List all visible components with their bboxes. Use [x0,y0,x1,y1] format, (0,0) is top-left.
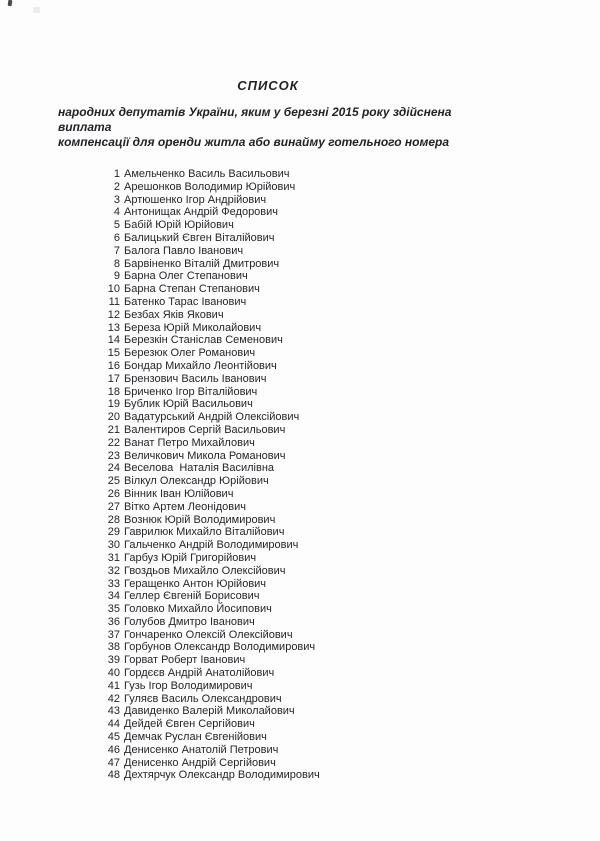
list-item [0,258,600,271]
list-item-number: 28 [107,513,120,526]
list-item-name: Гузь Ігор Володимирович [124,679,253,692]
list-item [0,270,600,283]
list-item-number: 4 [113,206,120,219]
list-item-name: Дейдей Євген Сергійович [124,718,255,731]
list-item-number: 6 [113,231,120,244]
list-item [0,578,600,591]
list-item-name: Валентиров Сергій Васильович [124,423,286,436]
list-item [0,488,600,501]
list-item-name: Вадатурський Андрій Олексійович [124,411,300,424]
list-item-number: 25 [107,475,120,488]
list-item-name: Дехтярчук Олександр Володимирович [124,769,320,782]
list-item-number: 46 [107,743,120,756]
list-item-number: 27 [107,500,120,513]
list-item [0,552,600,565]
list-item-name: Бриченко Ігор Віталійович [124,385,258,398]
list-item [0,718,600,731]
list-item-number: 3 [113,193,120,206]
list-item-number: 17 [107,372,120,385]
list-item-name: Березкін Станіслав Семенович [124,334,283,347]
list-item [0,386,600,399]
list-item-name: Балицький Євген Віталійович [124,231,275,244]
list-item-name: Горват Роберт Іванович [124,654,246,667]
list-item-name: Березюк Олег Романович [124,347,256,360]
list-item [0,667,600,680]
list-item-name: Величкович Микола Романович [124,449,286,462]
list-item [0,565,600,578]
document-subtitle [58,105,478,150]
list-item-name: Бублик Юрій Васильович [124,398,253,411]
list-item-name: Амельченко Василь Васильович [124,168,290,180]
list-item-number: 23 [107,449,120,462]
list-item [0,616,600,629]
list-item-name: Гордєєв Андрій Анатолійович [124,667,275,680]
list-item-name: Денисенко Анатолій Петрович [124,743,279,756]
list-item [0,283,600,296]
scan-artifact [8,0,13,6]
list-item [0,462,600,475]
list-item-number: 19 [107,398,120,411]
list-item-name: Гончаренко Олексій Олексійович [124,628,293,641]
list-item-name: Барна Олег Степанович [124,270,248,283]
list-item-number: 1 [113,168,120,180]
list-item-number: 8 [113,257,120,270]
list-item [0,603,600,616]
list-item-name: Геращенко Антон Юрійович [124,577,267,590]
list-item-name: Вітко Артем Леонідович [124,500,247,513]
list-item-name: Бабій Юрій Юрійович [124,219,234,232]
list-item [0,744,600,757]
list-item-number: 40 [107,667,120,680]
list-item-name: Батенко Тарас Іванович [124,295,247,308]
list-item-number: 20 [107,411,120,424]
list-item-name: Вознюк Юрій Володимирович [124,513,276,526]
list-item-number: 11 [108,295,120,308]
list-item-number: 30 [107,539,120,552]
list-item [0,437,600,450]
list-item [0,641,600,654]
subtitle-line-2: компенсації для оренди житла або винайму готельного номера [58,135,450,149]
list-item [0,731,600,744]
list-item [0,347,600,360]
list-item [0,168,600,181]
list-item [0,411,600,424]
list-item-name: Безбах Яків Якович [124,308,224,321]
list-item-name: Береза Юрій Миколайович [124,321,262,334]
list-item-number: 24 [107,462,120,475]
list-item-number: 48 [107,769,120,782]
list-item [0,539,600,552]
list-item-number: 13 [107,321,120,334]
list-item-number: 37 [107,628,120,641]
list-item [0,181,600,194]
list-item [0,360,600,373]
list-item-number: 38 [107,641,120,654]
list-item-name: Головко Михайло Йосипович [124,603,272,616]
document-title: СПИСОК [237,78,299,93]
list-item-number: 41 [107,679,120,692]
list-item [0,475,600,488]
list-item-name: Гвоздьов Михайло Олексійович [124,564,286,577]
list-item-number: 36 [107,615,120,628]
list-item-name: Барвіненко Віталій Дмитрович [124,257,280,270]
list-item [0,219,600,232]
list-item-number: 32 [107,564,120,577]
list-item-name: Балога Павло Іванович [124,244,244,257]
list-item [0,450,600,463]
list-item-name: Гаврилюк Михайло Віталійович [124,526,285,539]
list-item-number: 21 [107,423,120,436]
deputies-list [0,168,600,782]
list-item [0,334,600,347]
list-item-number: 18 [107,385,120,398]
list-item-number: 31 [107,551,120,564]
list-item-number: 43 [107,705,120,718]
list-item-name: Брензович Василь Іванович [124,372,267,385]
list-item-number: 14 [107,334,120,347]
list-item-number: 16 [107,359,120,372]
list-item-name: Ванат Петро Михайлович [124,436,255,449]
list-item [0,693,600,706]
list-item-number: 47 [107,756,120,769]
list-item [0,424,600,437]
list-item-number: 15 [107,347,120,360]
list-item-name: Веселова Наталія Василівна [124,462,275,475]
list-item-name: Демчак Руслан Євгенійович [124,731,267,744]
list-item [0,309,600,322]
list-item [0,206,600,219]
list-item-number: 12 [107,308,120,321]
list-item-name: Давиденко Валерій Миколайович [124,705,295,718]
list-item [0,680,600,693]
scan-artifact-faint [33,7,40,13]
list-item [0,526,600,539]
list-item-name: Барна Степан Степанович [124,283,260,296]
list-item-name: Артюшенко Ігор Андрійович [124,193,267,206]
list-item-name: Голубов Дмитро Іванович [124,615,255,628]
list-item [0,514,600,527]
list-item-number: 34 [107,590,120,603]
list-item-number: 42 [107,692,120,705]
list-item-name: Гарбуз Юрій Григорійович [124,551,257,564]
list-item-number: 22 [107,436,120,449]
subtitle-line-1: народних депутатів України, яким у березні 2015 року здійснена виплата [58,105,452,134]
list-item-number: 33 [107,577,120,590]
list-item-name: Горбунов Олександр Володимирович [124,641,316,654]
list-item-name: Арешонков Володимир Юрійович [124,180,296,193]
list-item [0,296,600,309]
list-item-number: 10 [107,283,120,296]
list-item [0,629,600,642]
list-item-name: Гальченко Андрій Володимирович [124,539,299,552]
list-item-number: 2 [113,180,120,193]
list-item-name: Денисенко Андрій Сергійович [124,756,276,769]
list-item [0,194,600,207]
list-item-number: 26 [107,487,120,500]
list-item-name: Геллер Євгеній Борисович [124,590,260,603]
list-item-number: 7 [113,244,120,257]
list-item [0,769,600,782]
list-item-number: 45 [107,731,120,744]
list-item-name: Вілкул Олександр Юрійович [124,475,269,488]
list-item [0,501,600,514]
list-item [0,757,600,770]
list-item-number: 9 [113,270,120,283]
list-item-name: Бондар Михайло Леонтійович [124,359,277,372]
list-item [0,705,600,718]
list-item-number: 35 [107,603,120,616]
list-item [0,398,600,411]
list-item [0,590,600,603]
list-item [0,245,600,258]
list-item-name: Гуляєв Василь Олександрович [124,692,282,705]
list-item [0,654,600,667]
list-item [0,322,600,335]
list-item-number: 39 [107,654,120,667]
list-item-number: 29 [107,526,120,539]
list-item [0,373,600,386]
list-item-number: 5 [113,219,120,232]
list-item-number: 44 [107,718,120,731]
list-item-name: Вінник Іван Юлійович [124,487,234,500]
list-item [0,232,600,245]
list-item-name: Антонищак Андрій Федорович [124,206,279,219]
